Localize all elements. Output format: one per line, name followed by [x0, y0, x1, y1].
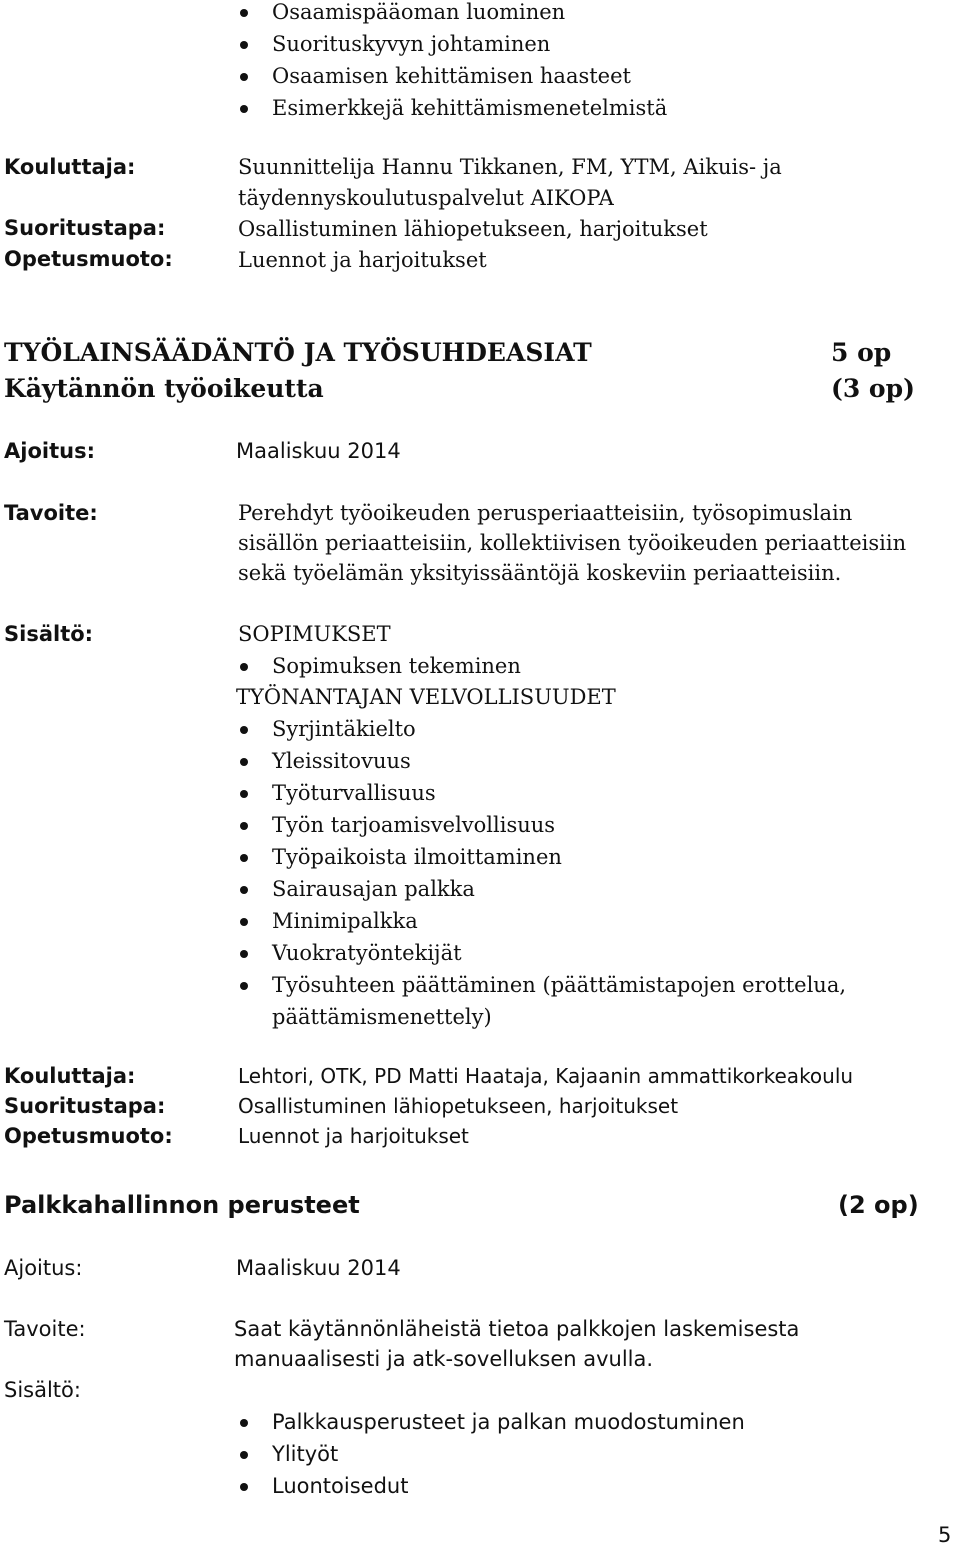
ajoitus-label-2: Ajoitus:	[4, 1256, 83, 1280]
tavoite-line: Saat käytännönläheistä tietoa palkkojen laskemisesta	[234, 1317, 800, 1341]
last-bullet	[236, 969, 846, 1033]
tavoite-line: sisällön periaatteisiin, kollektiivisen työoikeuden periaatteisiin	[238, 531, 907, 555]
list-item: Osaamispääoman luominen	[236, 0, 667, 28]
opetusmuoto-label-2: Opetusmuoto:	[4, 1124, 173, 1148]
list-item-line: Työsuhteen päättäminen (päättämistapojen erottelua,	[272, 973, 847, 997]
list-item-line: päättämismenettely)	[272, 1005, 492, 1029]
course2-bullet-list	[236, 1406, 745, 1502]
list-item: Suorituskyvyn johtaminen	[236, 28, 667, 60]
list-item: Työturvallisuus	[236, 777, 562, 809]
suoritustapa-label-1: Suoritustapa:	[4, 216, 166, 240]
top-bullet-list	[236, 0, 667, 124]
kouluttaja-label-2: Kouluttaja:	[4, 1064, 136, 1088]
course2-title: Palkkahallinnon perusteet	[4, 1191, 360, 1219]
kouluttaja-value-2: Lehtori, OTK, PD Matti Haataja, Kajaanin ammattikorkeakoulu	[238, 1064, 854, 1088]
course1-title: TYÖLAINSÄÄDÄNTÖ JA TYÖSUHDEASIAT	[4, 338, 592, 367]
tavoite-line: Perehdyt työoikeuden perusperiaatteisiin, työsopimuslain	[238, 501, 853, 525]
course2-credits: (2 op)	[838, 1191, 919, 1219]
tavoite-text-1	[238, 498, 906, 588]
course1-subcredits: (3 op)	[831, 374, 915, 403]
course1-subtitle: Käytännön työoikeutta	[4, 374, 324, 403]
opetusmuoto-value-2: Luennot ja harjoitukset	[238, 1124, 469, 1148]
velvollisuudet-bullet-list	[236, 713, 562, 969]
opetusmuoto-value-1: Luennot ja harjoitukset	[238, 248, 487, 272]
list-item: Syrjintäkielto	[236, 713, 562, 745]
list-item: Ylityöt	[236, 1438, 745, 1470]
list-item: Työpaikoista ilmoittaminen	[236, 841, 562, 873]
sisalto-label-1: Sisältö:	[4, 622, 94, 646]
tavoite-label-2: Tavoite:	[4, 1317, 86, 1341]
suoritustapa-label-2: Suoritustapa:	[4, 1094, 166, 1118]
tavoite-line: manuaalisesti ja atk-sovelluksen avulla.	[234, 1347, 654, 1371]
ajoitus-value-2: Maaliskuu 2014	[236, 1256, 401, 1280]
sopimukset-bullet-list	[236, 650, 521, 682]
suoritustapa-value-2: Osallistuminen lähiopetukseen, harjoitukset	[238, 1094, 679, 1118]
heading-sopimukset: SOPIMUKSET	[238, 622, 391, 646]
course1-credits: 5 op	[831, 338, 892, 367]
kouluttaja-label-1: Kouluttaja:	[4, 155, 136, 179]
list-item: Osaamisen kehittämisen haasteet	[236, 60, 667, 92]
list-item: Työn tarjoamisvelvollisuus	[236, 809, 562, 841]
opetusmuoto-label-1: Opetusmuoto:	[4, 247, 173, 271]
kouluttaja-value-line1: Suunnittelija Hannu Tikkanen, FM, YTM, Aikuis- ja	[238, 155, 782, 179]
sisalto-label-2: Sisältö:	[4, 1378, 81, 1402]
kouluttaja-value-line2: täydennyskoulutuspalvelut AIKOPA	[238, 186, 614, 210]
tavoite-text-2	[234, 1314, 799, 1374]
heading-velvollisuudet: TYÖNANTAJAN VELVOLLISUUDET	[236, 685, 616, 709]
list-item: Yleissitovuus	[236, 745, 562, 777]
list-item: Minimipalkka	[236, 905, 562, 937]
ajoitus-label-1: Ajoitus:	[4, 439, 95, 463]
tavoite-line: sekä työelämän yksityissääntöjä koskeviin periaatteisiin.	[238, 561, 842, 585]
suoritustapa-value-1: Osallistuminen lähiopetukseen, harjoitukset	[238, 217, 708, 241]
list-item: Sairausajan palkka	[236, 873, 562, 905]
list-item: Esimerkkejä kehittämismenetelmistä	[236, 92, 667, 124]
page-number: 5	[938, 1523, 952, 1547]
list-item: Sopimuksen tekeminen	[236, 650, 521, 682]
list-item: Luontoisedut	[236, 1470, 745, 1502]
list-item: Vuokratyöntekijät	[236, 937, 562, 969]
ajoitus-value-1: Maaliskuu 2014	[236, 439, 401, 463]
list-item	[236, 969, 846, 1033]
list-item: Palkkausperusteet ja palkan muodostuminen	[236, 1406, 745, 1438]
tavoite-label-1: Tavoite:	[4, 501, 98, 525]
